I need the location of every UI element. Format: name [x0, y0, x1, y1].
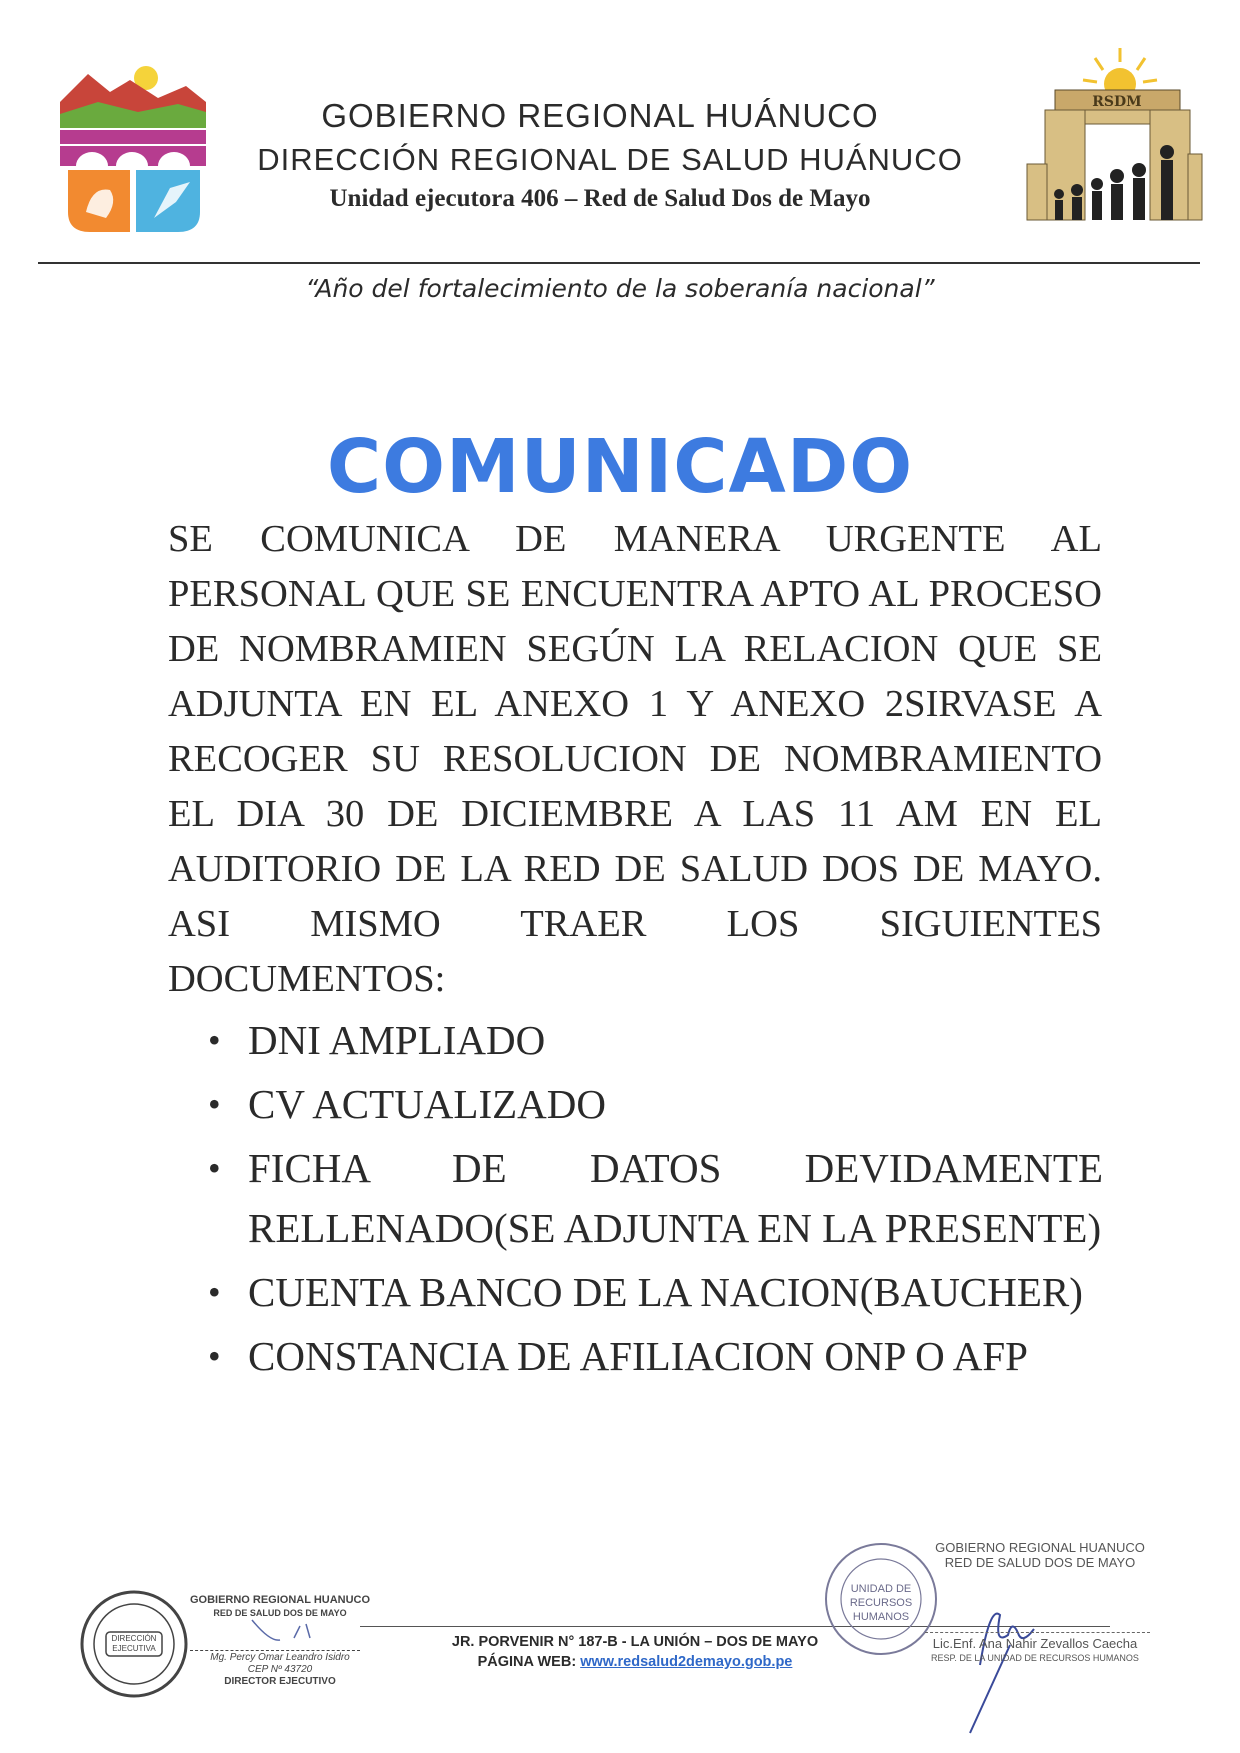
- footer-web-label: PÁGINA WEB:: [477, 1654, 577, 1670]
- hr-role: RESP. DE LA UNIDAD DE RECURSOS HUMANOS: [931, 1653, 1139, 1663]
- documents-list: [208, 1010, 1103, 1390]
- footer-web-link[interactable]: www.redsalud2demayo.gob.pe: [580, 1654, 793, 1670]
- list-item: • CV ACTUALIZADO: [208, 1074, 1103, 1134]
- director-signature-line: [190, 1650, 360, 1651]
- list-item: • FICHA DE DATOS DEVIDAMENTE RELLENADO(SE ADJUNTA EN LA PRESENTE): [208, 1138, 1103, 1258]
- director-stamp-org-line1: GOBIERNO REGIONAL HUANUCO: [189, 1594, 371, 1606]
- rsdm-logo: [1025, 44, 1203, 226]
- hr-stamp-sign: [920, 1636, 1150, 1666]
- list-item: • DNI AMPLIADO: [208, 1010, 1103, 1070]
- hr-seal-center: UNIDAD DE RECURSOS HUMANOS: [849, 1583, 913, 1623]
- list-item: • CUENTA BANCO DE LA NACION(BAUCHER): [208, 1262, 1103, 1322]
- director-seal-center: DIRECCIÓN EJECUTIVA: [111, 1634, 157, 1653]
- header-divider: [38, 262, 1200, 264]
- director-signature-icon: [250, 1612, 330, 1652]
- director-stamp-org-line2: RED DE SALUD DOS DE MAYO: [213, 1608, 347, 1618]
- director-cep: CEP Nº 43720: [247, 1664, 313, 1675]
- director-name: Mg. Percy Omar Leandro Isidro: [210, 1652, 350, 1663]
- hr-stamp-org-line1: GOBIERNO REGIONAL HUANUCO: [935, 1540, 1145, 1555]
- hr-stamp-org-line2: RED DE SALUD DOS DE MAYO: [944, 1555, 1136, 1570]
- footer-contact: [420, 1632, 850, 1672]
- list-item: • CONSTANCIA DE AFILIACION ONP O AFP: [208, 1326, 1103, 1386]
- hr-stamp-org: [930, 1540, 1150, 1570]
- footer-address: JR. PORVENIR N° 187-B - LA UNIÓN – DOS DE MAYO: [451, 1634, 819, 1650]
- header-line-2: DIRECCIÓN REGIONAL DE SALUD HUÁNUCO: [257, 142, 963, 177]
- hr-name: Lic.Enf. Ana Nahir Zevallos Caecha: [932, 1636, 1138, 1651]
- header-line-1: GOBIERNO REGIONAL HUÁNUCO: [321, 97, 879, 134]
- year-motto: “Año del fortalecimiento de la soberanía nacional”: [305, 274, 935, 303]
- header-line-3: Unidad ejecutora 406 – Red de Salud Dos de Mayo: [329, 185, 871, 212]
- body-paragraph: SE COMUNICA DE MANERA URGENTE AL PERSONAL QUE SE ENCUENTRA APTO AL PROCESO DE NOMBRAMIEN SEGÚN LA RELACION QUE SE ADJUNTA EN EL ANEXO 1 Y ANEXO 2SIRVASE A RECOGER SU RESOLUCION DE NOMBRAMIENTO EL DIA 30 DE DICIEMBRE A LAS 11 AM EN EL AUDITORIO DE LA RED DE SALUD DOS DE MAYO. ASI MISMO TRAER LOS SIGUIENTES DOCUMENTOS:: [168, 518, 1102, 1000]
- hr-signature-line: [925, 1632, 1150, 1633]
- svg-text:RSDM: RSDM: [1092, 94, 1142, 110]
- director-stamp-sign: [180, 1652, 380, 1688]
- page-title: COMUNICADO: [326, 424, 914, 510]
- regional-government-logo: [58, 62, 208, 234]
- director-role: DIRECTOR EJECUTIVO: [224, 1676, 336, 1687]
